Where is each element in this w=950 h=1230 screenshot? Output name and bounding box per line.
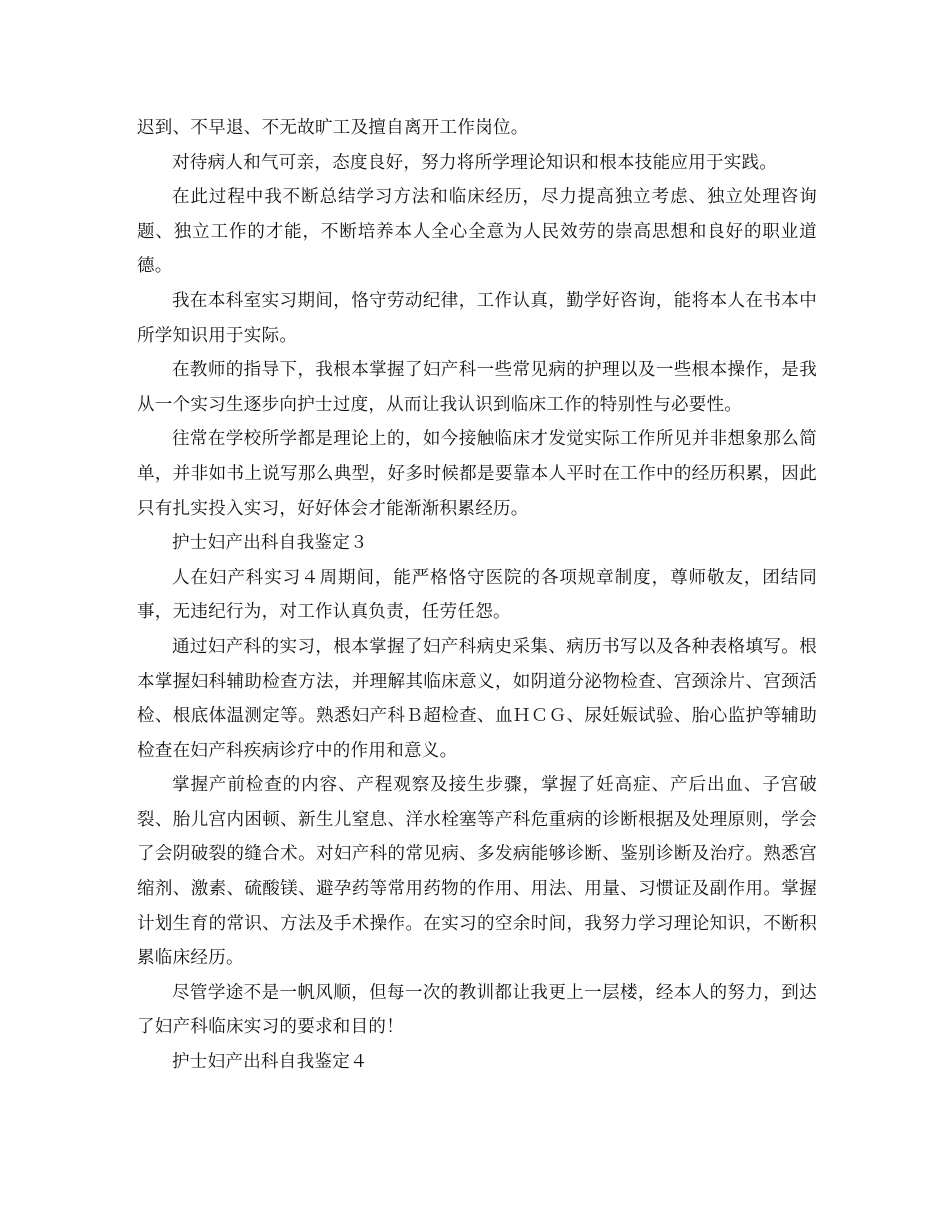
document-body [137, 111, 817, 1080]
paragraph-1: 迟到、不早退、不无故旷工及擅自离开工作岗位。 [137, 118, 529, 138]
paragraph-3: 在此过程中我不断总结学习方法和临床经历，尽力提高独立考虑、独立处理咨询题、独立工作的才能，不断培养本人全心全意为人民效劳的崇高思想和良好的职业道德。 [137, 187, 817, 277]
paragraph-5: 在教师的指导下，我根本掌握了妇产科一些常见病的护理以及一些根本操作，是我从一个实习生逐步向护士过度，从而让我认识到临床工作的特别性与必要性。 [137, 360, 817, 415]
section-heading-3: 护士妇产出科自我鉴定３ [172, 533, 368, 554]
section-heading-4: 护士妇产出科自我鉴定４ [172, 1052, 368, 1073]
paragraph-2: 对待病人和气可亲，态度良好，努力将所学理论知识和根本技能应用于实践。 [172, 152, 778, 173]
paragraph-10: 尽管学途不是一帆风顺，但每一次的教训都让我更上一层楼，经本人的努力，到达了妇产科临床实习的要求和目的！ [137, 982, 817, 1038]
paragraph-8: 通过妇产科的实习，根本掌握了妇产科病史采集、病历书写以及各种表格填写。根本掌握妇科辅助检查方法，并理解其临床意义，如阴道分泌物检查、宫颈涂片、宫颈活检、根底体温测定等。熟悉妇产科Ｂ超检查、血ＨＣＧ、尿妊娠试验、胎心监护等辅助检查在妇产科疾病诊疗中的作用和意义。 [137, 636, 817, 761]
paragraph-7: 人在妇产科实习４周期间，能严格恪守医院的各项规章制度，尊师敬友，团结同事，无违纪行为，对工作认真负责，任劳任怨。 [137, 567, 817, 623]
paragraph-4: 我在本科室实习期间，恪守劳动纪律，工作认真，勤学好咨询，能将本人在书本中所学知识用于实际。 [137, 290, 817, 346]
paragraph-9: 掌握产前检查的内容、产程观察及接生步骤，掌握了妊高症、产后出血、子宫破裂、胎儿宫内困顿、新生儿窒息、洋水栓塞等产科危重病的诊断根据及处理原则，学会了会阴破裂的缝合术。对妇产科的常见病、多发病能够诊断、鉴别诊断及治疗。熟悉宫缩剂、激素、硫酸镁、避孕药等常用药物的作用、用法、用量、习惯证及副作用。掌握计划生育的常识、方法及手术操作。在实习的空余时间，我努力学习理论知识，不断积累临床经历。 [137, 775, 817, 969]
paragraph-6: 往常在学校所学都是理论上的，如今接触临床才发觉实际工作所见并非想象那么简单，并非如书上说写那么典型，好多时候都是要靠本人平时在工作中的经历积累，因此只有扎实投入实习，好好体会才能渐渐积累经历。 [137, 429, 817, 519]
